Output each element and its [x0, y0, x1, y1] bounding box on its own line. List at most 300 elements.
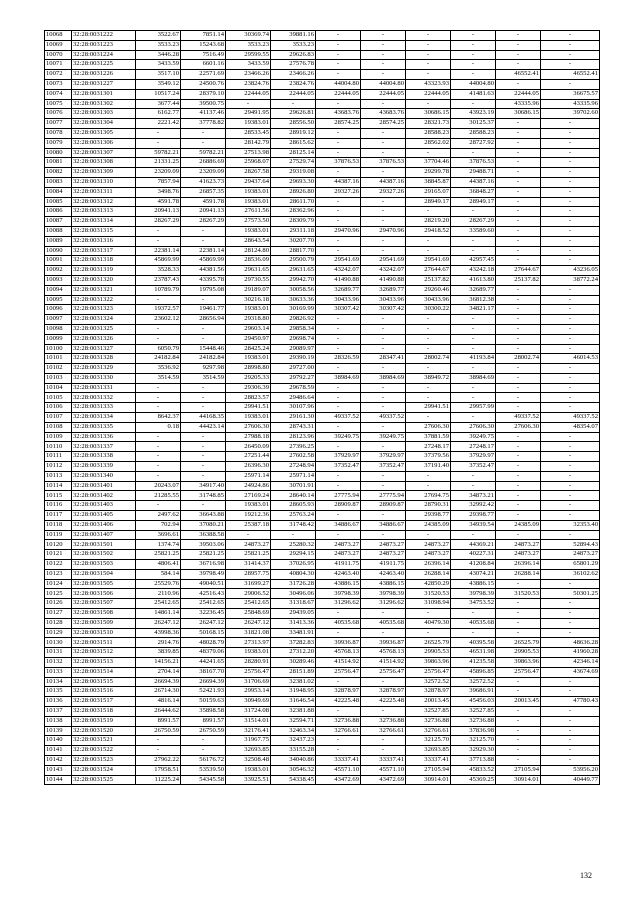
- cadastral-number-cell: 32:28:0031310: [72, 177, 136, 187]
- cadastral-number-cell: 32:28:0031313: [72, 207, 136, 217]
- value-cell: -: [451, 324, 496, 334]
- cadastral-number-cell: 32:28:0031524: [72, 765, 136, 775]
- row-number-cell: 10087: [45, 217, 72, 227]
- value-cell: 24385.09: [406, 520, 451, 530]
- table-row: [45, 716, 600, 726]
- value-cell: -: [451, 236, 496, 246]
- value-cell: -: [316, 207, 361, 217]
- value-cell: 31724.08: [226, 706, 271, 716]
- value-cell: 27396.25: [271, 442, 316, 452]
- row-number-cell: 10074: [45, 89, 72, 99]
- value-cell: 39503.06: [181, 540, 226, 550]
- value-cell: -: [136, 452, 181, 462]
- value-cell: 31706.69: [226, 677, 271, 687]
- value-cell: 32381.02: [271, 677, 316, 687]
- value-cell: 28588.23: [406, 128, 451, 138]
- value-cell: 42516.43: [181, 589, 226, 599]
- value-cell: 34886.67: [316, 520, 361, 530]
- value-cell: 29541.69: [361, 256, 406, 266]
- cadastral-number-cell: 32:28:0031519: [72, 716, 136, 726]
- value-cell: 3514.59: [136, 373, 181, 383]
- value-cell: -: [496, 618, 541, 628]
- value-cell: 32125.70: [406, 736, 451, 746]
- value-cell: -: [136, 128, 181, 138]
- cadastral-number-cell: 32:28:0031401: [72, 481, 136, 491]
- table-row: [45, 775, 600, 785]
- row-number-cell: 10133: [45, 667, 72, 677]
- value-cell: -: [496, 501, 541, 511]
- row-number-cell: 10116: [45, 501, 72, 511]
- value-cell: 41623.73: [181, 177, 226, 187]
- value-cell: 24924.86: [226, 481, 271, 491]
- value-cell: 14861.14: [136, 609, 181, 619]
- value-cell: -: [541, 746, 600, 756]
- value-cell: 40479.30: [406, 618, 451, 628]
- table-row: [45, 481, 600, 491]
- value-cell: -: [496, 344, 541, 354]
- value-cell: 47780.43: [541, 697, 600, 707]
- value-cell: 28326.59: [316, 354, 361, 364]
- value-cell: -: [496, 736, 541, 746]
- value-cell: 33337.41: [406, 755, 451, 765]
- row-number-cell: 10131: [45, 648, 72, 658]
- value-cell: -: [496, 373, 541, 383]
- value-cell: 45571.10: [316, 765, 361, 775]
- value-cell: 19461.77: [181, 305, 226, 315]
- table-row: [45, 256, 600, 266]
- value-cell: -: [316, 706, 361, 716]
- value-cell: 30169.99: [271, 305, 316, 315]
- row-number-cell: 10120: [45, 540, 72, 550]
- value-cell: 32689.77: [451, 285, 496, 295]
- value-cell: 31414.37: [226, 560, 271, 570]
- cadastral-number-cell: 32:28:0031332: [72, 393, 136, 403]
- value-cell: -: [451, 207, 496, 217]
- cadastral-number-cell: 32:28:0031406: [72, 520, 136, 530]
- value-cell: 29957.99: [451, 403, 496, 413]
- cadastral-number-cell: 32:28:0031302: [72, 99, 136, 109]
- value-cell: 28280.91: [226, 658, 271, 668]
- value-cell: 29541.69: [406, 256, 451, 266]
- table-row: [45, 79, 600, 89]
- value-cell: 29398.77: [406, 511, 451, 521]
- value-cell: 27775.94: [361, 491, 406, 501]
- value-cell: 48379.06: [181, 648, 226, 658]
- value-cell: -: [541, 677, 600, 687]
- value-cell: -: [136, 462, 181, 472]
- value-cell: -: [361, 481, 406, 491]
- value-cell: -: [541, 324, 600, 334]
- value-cell: 26288.14: [496, 569, 541, 579]
- value-cell: -: [361, 168, 406, 178]
- cadastral-number-cell: 32:28:0031515: [72, 677, 136, 687]
- value-cell: 3533.23: [136, 40, 181, 50]
- value-cell: -: [541, 256, 600, 266]
- value-cell: 46552.41: [541, 70, 600, 80]
- value-cell: 27105.94: [496, 765, 541, 775]
- cadastral-number-cell: 32:28:0031403: [72, 501, 136, 511]
- value-cell: -: [541, 599, 600, 609]
- value-cell: 1374.74: [136, 540, 181, 550]
- value-cell: 31520.53: [496, 589, 541, 599]
- table-row: [45, 295, 600, 305]
- cadastral-number-cell: 32:28:0031517: [72, 697, 136, 707]
- value-cell: 22444.05: [271, 89, 316, 99]
- value-cell: 25848.69: [226, 609, 271, 619]
- value-cell: 43923.19: [451, 109, 496, 119]
- value-cell: 584.14: [136, 569, 181, 579]
- row-number-cell: 10111: [45, 452, 72, 462]
- value-cell: 26444.62: [136, 706, 181, 716]
- table-row: [45, 285, 600, 295]
- cadastral-number-cell: 32:28:0031525: [72, 775, 136, 785]
- value-cell: -: [496, 246, 541, 256]
- cadastral-number-cell: 32:28:0031523: [72, 755, 136, 765]
- value-cell: 21331.25: [136, 158, 181, 168]
- row-number-cell: 10137: [45, 706, 72, 716]
- value-cell: -: [361, 677, 406, 687]
- value-cell: 26396.30: [226, 462, 271, 472]
- value-cell: 25968.07: [226, 158, 271, 168]
- value-cell: 24873.27: [226, 540, 271, 550]
- value-cell: -: [451, 31, 496, 41]
- value-cell: -: [181, 324, 226, 334]
- value-cell: -: [136, 383, 181, 393]
- value-cell: 43323.93: [406, 79, 451, 89]
- table-row: [45, 177, 600, 187]
- value-cell: 3533.23: [226, 40, 271, 50]
- value-cell: 3433.59: [136, 60, 181, 70]
- value-cell: -: [496, 383, 541, 393]
- value-cell: 4806.41: [136, 560, 181, 570]
- value-cell: -: [541, 315, 600, 325]
- value-cell: 32693.85: [406, 746, 451, 756]
- table-row: [45, 677, 600, 687]
- value-cell: -: [541, 207, 600, 217]
- value-cell: -: [136, 501, 181, 511]
- value-cell: 38772.24: [541, 275, 600, 285]
- value-cell: 40535.68: [316, 618, 361, 628]
- value-cell: 25412.65: [136, 599, 181, 609]
- value-cell: 27962.22: [136, 755, 181, 765]
- row-number-cell: 10110: [45, 442, 72, 452]
- value-cell: 28267.29: [451, 217, 496, 227]
- row-number-cell: 10139: [45, 726, 72, 736]
- value-cell: 8991.57: [136, 716, 181, 726]
- value-cell: 29311.18: [271, 226, 316, 236]
- value-cell: -: [451, 628, 496, 638]
- value-cell: 25412.65: [226, 599, 271, 609]
- value-cell: -: [361, 706, 406, 716]
- value-cell: 30686.15: [406, 109, 451, 119]
- value-cell: -: [541, 393, 600, 403]
- value-cell: -: [181, 736, 226, 746]
- value-cell: 27529.74: [271, 158, 316, 168]
- value-cell: 24873.27: [361, 550, 406, 560]
- value-cell: 37836.98: [451, 726, 496, 736]
- cadastral-number-cell: 32:28:0031507: [72, 599, 136, 609]
- value-cell: -: [316, 403, 361, 413]
- value-cell: -: [406, 50, 451, 60]
- value-cell: -: [541, 305, 600, 315]
- value-cell: -: [496, 609, 541, 619]
- value-cell: 19372.57: [136, 305, 181, 315]
- value-cell: -: [181, 432, 226, 442]
- value-cell: 31514.01: [226, 716, 271, 726]
- value-cell: -: [451, 70, 496, 80]
- value-cell: 27573.50: [226, 217, 271, 227]
- value-cell: 36848.27: [451, 187, 496, 197]
- table-row: [45, 31, 600, 41]
- value-cell: -: [451, 99, 496, 109]
- value-cell: -: [496, 236, 541, 246]
- cadastral-number-cell: 32:28:0031333: [72, 403, 136, 413]
- value-cell: 3536.92: [136, 364, 181, 374]
- value-cell: 31296.62: [361, 599, 406, 609]
- value-cell: -: [496, 481, 541, 491]
- value-cell: 26288.14: [406, 569, 451, 579]
- cadastral-number-cell: 32:28:0031514: [72, 667, 136, 677]
- value-cell: 29500.79: [271, 256, 316, 266]
- value-cell: 29189.07: [226, 285, 271, 295]
- value-cell: 27312.20: [271, 648, 316, 658]
- value-cell: -: [541, 168, 600, 178]
- table-row: [45, 540, 600, 550]
- value-cell: -: [541, 334, 600, 344]
- value-cell: 45768.13: [316, 648, 361, 658]
- row-number-cell: 10124: [45, 579, 72, 589]
- value-cell: -: [496, 755, 541, 765]
- value-cell: 32689.77: [361, 285, 406, 295]
- value-cell: -: [316, 344, 361, 354]
- value-cell: 29390.19: [271, 354, 316, 364]
- value-cell: -: [181, 442, 226, 452]
- value-cell: -: [406, 236, 451, 246]
- value-cell: 54345.58: [181, 775, 226, 785]
- value-cell: -: [316, 422, 361, 432]
- value-cell: 37713.88: [451, 755, 496, 765]
- value-cell: -: [541, 158, 600, 168]
- table-row: [45, 246, 600, 256]
- cadastral-number-cell: 32:28:0031329: [72, 364, 136, 374]
- value-cell: -: [136, 393, 181, 403]
- value-cell: -: [541, 609, 600, 619]
- value-cell: 32594.71: [271, 716, 316, 726]
- value-cell: -: [316, 393, 361, 403]
- value-cell: 27313.97: [226, 638, 271, 648]
- value-cell: -: [181, 471, 226, 481]
- value-cell: -: [451, 334, 496, 344]
- value-cell: 14156.21: [136, 658, 181, 668]
- value-cell: 22571.69: [181, 70, 226, 80]
- value-cell: -: [406, 207, 451, 217]
- value-cell: 25756.47: [406, 667, 451, 677]
- value-cell: 24873.27: [496, 540, 541, 550]
- value-cell: 42850.29: [406, 579, 451, 589]
- value-cell: 26450.09: [226, 442, 271, 452]
- value-cell: 3433.59: [226, 60, 271, 70]
- value-cell: -: [496, 315, 541, 325]
- value-cell: 3696.61: [136, 530, 181, 540]
- value-cell: 17958.51: [136, 765, 181, 775]
- value-cell: 23824.76: [271, 79, 316, 89]
- row-number-cell: 10102: [45, 364, 72, 374]
- value-cell: 22444.05: [361, 89, 406, 99]
- value-cell: 53539.50: [181, 765, 226, 775]
- value-cell: 45869.99: [136, 256, 181, 266]
- value-cell: 28949.17: [406, 197, 451, 207]
- value-cell: 30701.91: [271, 481, 316, 491]
- value-cell: -: [406, 413, 451, 423]
- cadastral-number-cell: 32:28:0031316: [72, 236, 136, 246]
- value-cell: -: [361, 609, 406, 619]
- value-cell: -: [316, 677, 361, 687]
- value-cell: 39936.87: [316, 638, 361, 648]
- value-cell: 41514.92: [361, 658, 406, 668]
- value-cell: -: [316, 148, 361, 158]
- value-cell: 25137.82: [406, 275, 451, 285]
- row-number-cell: 10140: [45, 736, 72, 746]
- table-row: [45, 315, 600, 325]
- value-cell: 28267.29: [136, 217, 181, 227]
- table-row: [45, 658, 600, 668]
- value-cell: 54338.45: [271, 775, 316, 785]
- table-row: [45, 99, 600, 109]
- value-cell: 56176.72: [181, 755, 226, 765]
- value-cell: 8642.37: [136, 413, 181, 423]
- value-cell: 28605.93: [271, 501, 316, 511]
- value-cell: -: [451, 315, 496, 325]
- cadastral-number-cell: 32:28:0031326: [72, 334, 136, 344]
- row-number-cell: 10091: [45, 256, 72, 266]
- value-cell: 23209.09: [136, 168, 181, 178]
- value-cell: 29541.69: [316, 256, 361, 266]
- value-cell: -: [541, 442, 600, 452]
- table-row: [45, 403, 600, 413]
- value-cell: 24182.84: [181, 354, 226, 364]
- value-cell: 26247.12: [136, 618, 181, 628]
- value-cell: 39249.75: [451, 432, 496, 442]
- value-cell: 59782.21: [181, 148, 226, 158]
- table-row: [45, 736, 600, 746]
- value-cell: -: [316, 40, 361, 50]
- table-row: [45, 628, 600, 638]
- value-cell: -: [496, 158, 541, 168]
- cadastral-number-cell: 32:28:0031508: [72, 609, 136, 619]
- value-cell: 31821.08: [226, 628, 271, 638]
- value-cell: -: [496, 226, 541, 236]
- value-cell: 3446.28: [136, 50, 181, 60]
- value-cell: -: [496, 491, 541, 501]
- row-number-cell: 10084: [45, 187, 72, 197]
- value-cell: -: [316, 60, 361, 70]
- value-cell: 6162.77: [136, 109, 181, 119]
- value-cell: -: [316, 628, 361, 638]
- value-cell: -: [541, 628, 600, 638]
- value-cell: -: [361, 99, 406, 109]
- value-cell: 44168.35: [181, 413, 226, 423]
- value-cell: 39798.49: [181, 569, 226, 579]
- value-cell: 46014.53: [541, 354, 600, 364]
- value-cell: -: [541, 148, 600, 158]
- row-number-cell: 10123: [45, 569, 72, 579]
- cadastral-number-cell: 32:28:0031338: [72, 452, 136, 462]
- value-cell: 30949.69: [226, 697, 271, 707]
- value-cell: 25821.25: [181, 550, 226, 560]
- table-row: [45, 413, 600, 423]
- value-cell: -: [451, 471, 496, 481]
- value-cell: 28823.57: [226, 393, 271, 403]
- value-cell: 26857.35: [181, 187, 226, 197]
- value-cell: 44423.14: [181, 422, 226, 432]
- value-cell: 20941.13: [181, 207, 226, 217]
- value-cell: 32878.97: [361, 687, 406, 697]
- value-cell: -: [406, 60, 451, 70]
- value-cell: 27644.67: [496, 266, 541, 276]
- row-number-cell: 10112: [45, 462, 72, 472]
- row-number-cell: 10142: [45, 755, 72, 765]
- value-cell: 34873.21: [451, 491, 496, 501]
- value-cell: 22381.14: [181, 246, 226, 256]
- value-cell: 27606.30: [226, 422, 271, 432]
- value-cell: 30914.01: [406, 775, 451, 785]
- value-cell: -: [541, 471, 600, 481]
- value-cell: 48636.28: [541, 638, 600, 648]
- value-cell: 28909.87: [316, 501, 361, 511]
- value-cell: 38949.72: [406, 373, 451, 383]
- value-cell: 41911.75: [316, 560, 361, 570]
- value-cell: 39863.96: [496, 658, 541, 668]
- value-cell: 41481.63: [451, 89, 496, 99]
- cadastral-number-cell: 32:28:0031335: [72, 422, 136, 432]
- value-cell: 23209.09: [181, 168, 226, 178]
- value-cell: 32176.41: [226, 726, 271, 736]
- value-cell: 702.94: [136, 520, 181, 530]
- value-cell: -: [136, 236, 181, 246]
- value-cell: 44387.16: [451, 177, 496, 187]
- value-cell: 27169.24: [226, 491, 271, 501]
- value-cell: -: [541, 79, 600, 89]
- value-cell: 4816.14: [136, 697, 181, 707]
- value-cell: 28379.10: [181, 89, 226, 99]
- value-cell: 27251.44: [226, 452, 271, 462]
- row-number-cell: 10115: [45, 491, 72, 501]
- value-cell: -: [361, 236, 406, 246]
- value-cell: 29470.96: [316, 226, 361, 236]
- row-number-cell: 10072: [45, 70, 72, 80]
- value-cell: 37191.40: [406, 462, 451, 472]
- value-cell: 28142.79: [226, 138, 271, 148]
- value-cell: -: [496, 432, 541, 442]
- value-cell: 37929.97: [316, 452, 361, 462]
- value-cell: 41235.58: [451, 658, 496, 668]
- value-cell: 31098.94: [406, 599, 451, 609]
- table-row: [45, 109, 600, 119]
- value-cell: 30433.96: [361, 295, 406, 305]
- value-cell: 19383.01: [226, 187, 271, 197]
- value-cell: 52894.43: [541, 540, 600, 550]
- value-cell: 22444.05: [316, 89, 361, 99]
- value-cell: 31520.53: [406, 589, 451, 599]
- value-cell: 36643.88: [181, 511, 226, 521]
- value-cell: 37704.46: [406, 158, 451, 168]
- value-cell: -: [316, 383, 361, 393]
- value-cell: -: [496, 119, 541, 129]
- cadastral-number-cell: 32:28:0031503: [72, 560, 136, 570]
- value-cell: -: [541, 432, 600, 442]
- value-cell: 26247.12: [226, 618, 271, 628]
- table-row: [45, 462, 600, 472]
